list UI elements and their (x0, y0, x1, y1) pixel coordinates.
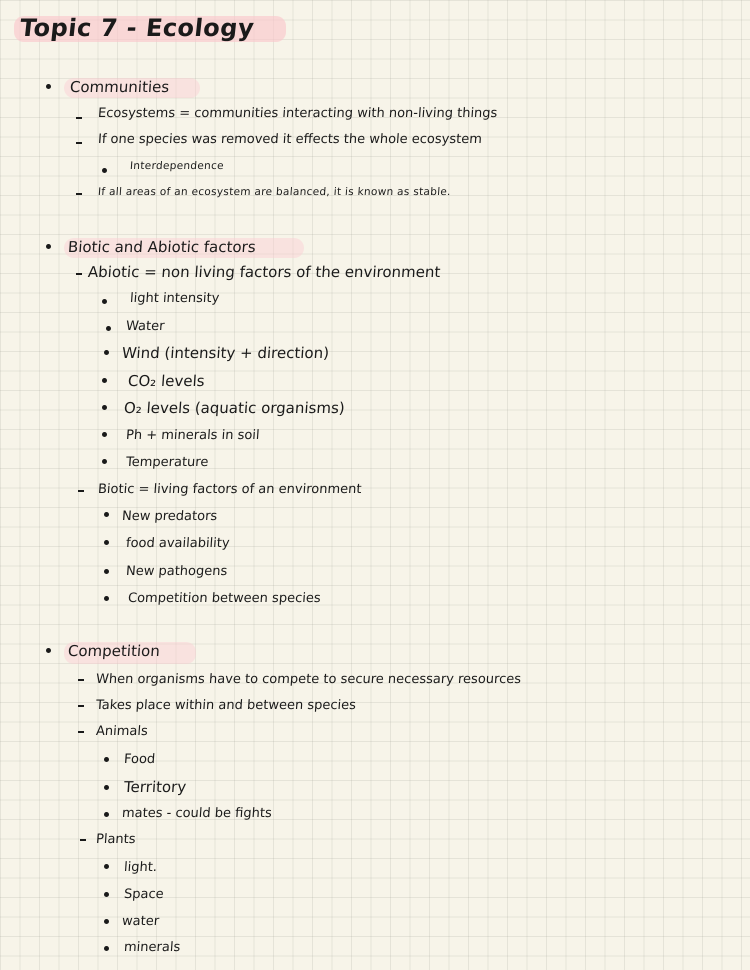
list-item: Competition between species (127, 591, 322, 606)
bullet-dot (106, 326, 111, 331)
bullet-dot (104, 757, 109, 762)
section-heading-competition: Competition (67, 642, 161, 660)
animals-label: Animals (95, 724, 149, 739)
bullet-dot (102, 299, 107, 304)
list-item: Temperature (125, 455, 209, 470)
list-item: minerals (123, 940, 181, 955)
bullet-dot (104, 512, 109, 517)
bullet-dot (104, 864, 109, 869)
note-line: If one species was removed it effects the whole ecosystem (97, 132, 483, 147)
bullet-dot (104, 596, 109, 601)
dash-marker (76, 193, 82, 195)
list-item: Space (123, 887, 165, 902)
list-item: Wind (intensity + direction) (121, 344, 330, 362)
list-item: mates - could be fights (121, 806, 273, 821)
list-item: Water (125, 319, 165, 334)
bullet-dot (46, 244, 51, 249)
bullet-dot (104, 785, 109, 790)
note-line: Ecosystems = communities interacting with non-living things (97, 106, 498, 121)
note-line: Takes place within and between species (95, 698, 357, 713)
list-item: water (121, 914, 160, 929)
section-heading-biotic-abiotic: Biotic and Abiotic factors (67, 238, 257, 256)
note-line: If all areas of an ecosystem are balanced, it is known as stable. (97, 186, 452, 198)
list-item: light. (123, 860, 158, 875)
list-item: Territory (123, 778, 187, 796)
bullet-dot (46, 648, 51, 653)
bullet-dot (104, 919, 109, 924)
bullet-dot (102, 432, 107, 437)
bullet-dot (104, 892, 109, 897)
list-item: New pathogens (125, 564, 228, 579)
bullet-dot (104, 350, 109, 355)
note-line: When organisms have to compete to secure necessary resources (95, 672, 522, 687)
bullet-dot (102, 405, 107, 410)
bullet-dot (104, 946, 109, 951)
bullet-dot (102, 168, 107, 173)
plants-label: Plants (95, 832, 137, 847)
bullet-dot (104, 569, 109, 574)
dash-marker (76, 142, 82, 144)
list-item: food availability (125, 536, 231, 551)
list-item: light intensity (129, 291, 220, 306)
dash-marker (78, 490, 84, 492)
list-item: CO₂ levels (127, 372, 206, 390)
list-item: New predators (121, 509, 218, 524)
list-item: O₂ levels (aquatic organisms) (123, 399, 346, 417)
dash-marker (76, 117, 82, 119)
page-title: Topic 7 - Ecology (18, 14, 256, 42)
dash-marker (78, 679, 84, 681)
bullet-dot (104, 540, 109, 545)
note-line: Interdependence (129, 160, 225, 172)
dash-marker (76, 273, 82, 275)
bullet-dot (102, 459, 107, 464)
bullet-dot (102, 378, 107, 383)
biotic-label: Biotic = living factors of an environment (97, 482, 362, 497)
dash-marker (78, 731, 84, 733)
dash-marker (78, 705, 84, 707)
list-item: Food (123, 752, 156, 767)
dash-marker (80, 839, 86, 841)
section-heading-communities: Communities (69, 78, 170, 96)
abiotic-label: Abiotic = non living factors of the environment (87, 263, 441, 281)
list-item: Ph + minerals in soil (125, 428, 261, 443)
bullet-dot (46, 84, 51, 89)
bullet-dot (104, 812, 109, 817)
